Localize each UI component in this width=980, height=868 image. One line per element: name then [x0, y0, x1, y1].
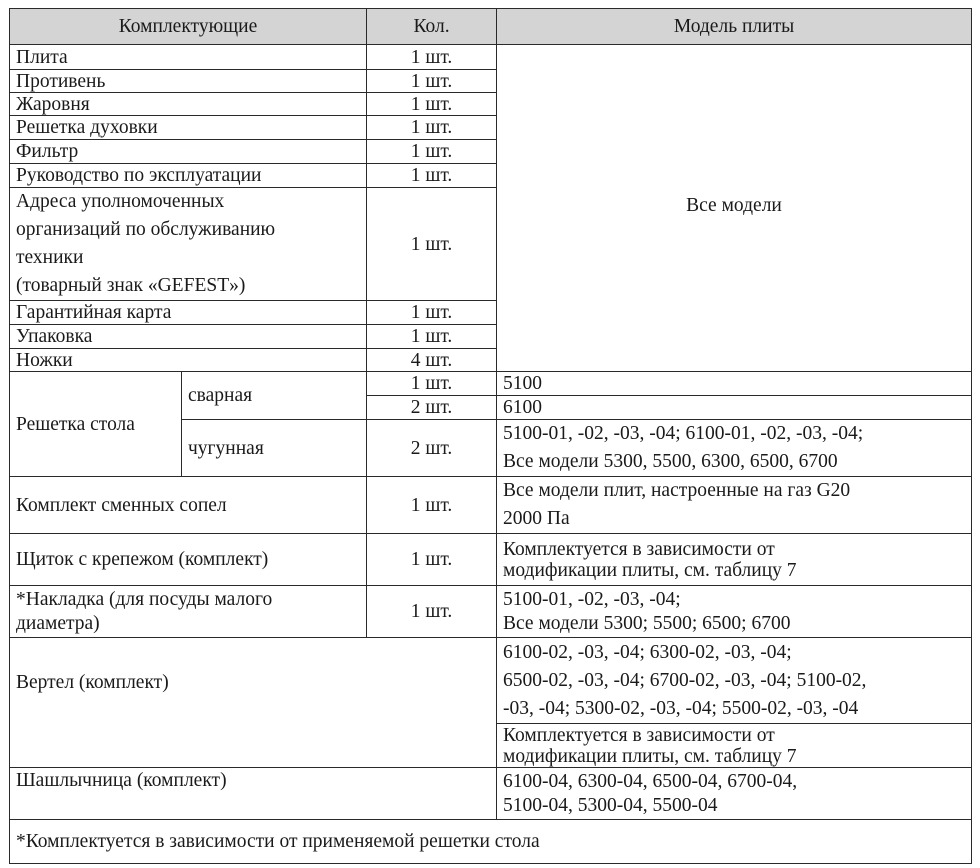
model-line: 5100-01, -02, -03, -04; 6100-01, -02, -03, -04; — [503, 423, 864, 444]
qty-cell: 2 шт. — [367, 420, 497, 477]
qty-cell: 1 шт. — [367, 70, 497, 93]
qty-cell: 1 шт. — [367, 534, 497, 586]
model-line: 5100-01, -02, -03, -04; — [503, 588, 681, 610]
item-cell: Ножки — [10, 349, 367, 372]
model-cell: 6100 — [497, 396, 972, 420]
qty-cell: 1 шт. — [367, 301, 497, 325]
model-cell — [497, 768, 972, 820]
item-cell: Плита — [10, 45, 367, 70]
model-line: Все модели плит, настроенные на газ G20 — [503, 480, 851, 501]
table-row — [10, 45, 972, 70]
model-line: Все модели 5300; 5500; 6500; 6700 — [503, 612, 791, 634]
table-row — [10, 534, 972, 586]
item-cell: Гарантийная карта — [10, 301, 367, 325]
all-models-cell: Все модели — [497, 45, 972, 372]
item-cell-multiline — [10, 586, 367, 638]
table-header-row — [10, 9, 972, 45]
item-cell: Жаровня — [10, 93, 367, 116]
model-line: модификации плиты, см. таблицу 7 — [503, 745, 797, 767]
header-quantity: Кол. — [367, 9, 497, 45]
item-cell: Упаковка — [10, 325, 367, 349]
qty-cell: 1 шт. — [367, 140, 497, 164]
qty-cell: 1 шт. — [367, 164, 497, 188]
model-cell — [497, 724, 972, 768]
qty-cell: 1 шт. — [367, 586, 497, 638]
qty-cell: 1 шт. — [367, 372, 497, 396]
model-cell — [497, 586, 972, 638]
model-line: 5100-04, 5300-04, 5500-04 — [503, 794, 718, 816]
item-cell-multiline — [10, 188, 367, 301]
qty-cell: 1 шт. — [367, 188, 497, 301]
item-line: *Накладка (для посуды малого — [16, 588, 273, 610]
item-cell: Вертел (комплект) — [10, 638, 497, 768]
table-row — [10, 586, 972, 638]
qty-cell: 2 шт. — [367, 396, 497, 420]
item-cell: Щиток с крепежом (комплект) — [10, 534, 367, 586]
qty-cell: 4 шт. — [367, 349, 497, 372]
model-cell — [497, 420, 972, 477]
table-row — [10, 372, 972, 396]
item-cell: Решетка духовки — [10, 116, 367, 140]
model-line: 6500-02, -03, -04; 6700-02, -03, -04; 5100-02, — [503, 669, 867, 691]
item-line: (товарный знак «GEFEST») — [16, 275, 246, 296]
table-row — [10, 638, 972, 724]
table-row — [10, 768, 972, 820]
item-cell: Руководство по эксплуатации — [10, 164, 367, 188]
table-row — [10, 820, 972, 864]
model-line: модификации плиты, см. таблицу 7 — [503, 559, 797, 581]
item-line: техники — [16, 247, 84, 268]
footnote: *Комплектуется в зависимости от применяемой решетки стола — [10, 820, 972, 864]
model-line: 6100-02, -03, -04; 6300-02, -03, -04; — [503, 641, 792, 663]
grate-label-cell: Решетка стола — [10, 372, 182, 477]
item-cell: Шашлычница (комплект) — [10, 768, 497, 820]
components-table — [9, 8, 972, 864]
model-cell — [497, 638, 972, 724]
qty-cell: 1 шт. — [367, 45, 497, 70]
model-cell — [497, 477, 972, 534]
qty-cell: 1 шт. — [367, 477, 497, 534]
model-line: -03, -04; 5300-02, -03, -04; 5500-02, -03, -04 — [503, 697, 859, 719]
table-row — [10, 477, 972, 534]
qty-cell: 1 шт. — [367, 93, 497, 116]
header-model: Модель плиты — [497, 9, 972, 45]
model-cell: 5100 — [497, 372, 972, 396]
item-line: Адреса уполномоченных — [16, 191, 225, 212]
header-components: Комплектующие — [10, 9, 367, 45]
grate-welded-cell: сварная — [182, 372, 367, 420]
model-line: Комплектуется в зависимости от — [503, 724, 775, 746]
model-cell — [497, 534, 972, 586]
model-line: 2000 Па — [503, 508, 570, 529]
components-table-wrapper — [9, 8, 971, 864]
model-line: Комплектуется в зависимости от — [503, 538, 775, 560]
model-line: 6100-04, 6300-04, 6500-04, 6700-04, — [503, 770, 798, 792]
qty-cell: 1 шт. — [367, 116, 497, 140]
item-line: диаметра) — [16, 612, 100, 634]
grate-cast-cell: чугунная — [182, 420, 367, 477]
model-line: Все модели 5300, 5500, 6300, 6500, 6700 — [503, 451, 838, 472]
qty-cell: 1 шт. — [367, 325, 497, 349]
item-line: организаций по обслуживанию — [16, 219, 276, 240]
item-cell: Фильтр — [10, 140, 367, 164]
item-cell: Противень — [10, 70, 367, 93]
item-cell: Комплект сменных сопел — [10, 477, 367, 534]
